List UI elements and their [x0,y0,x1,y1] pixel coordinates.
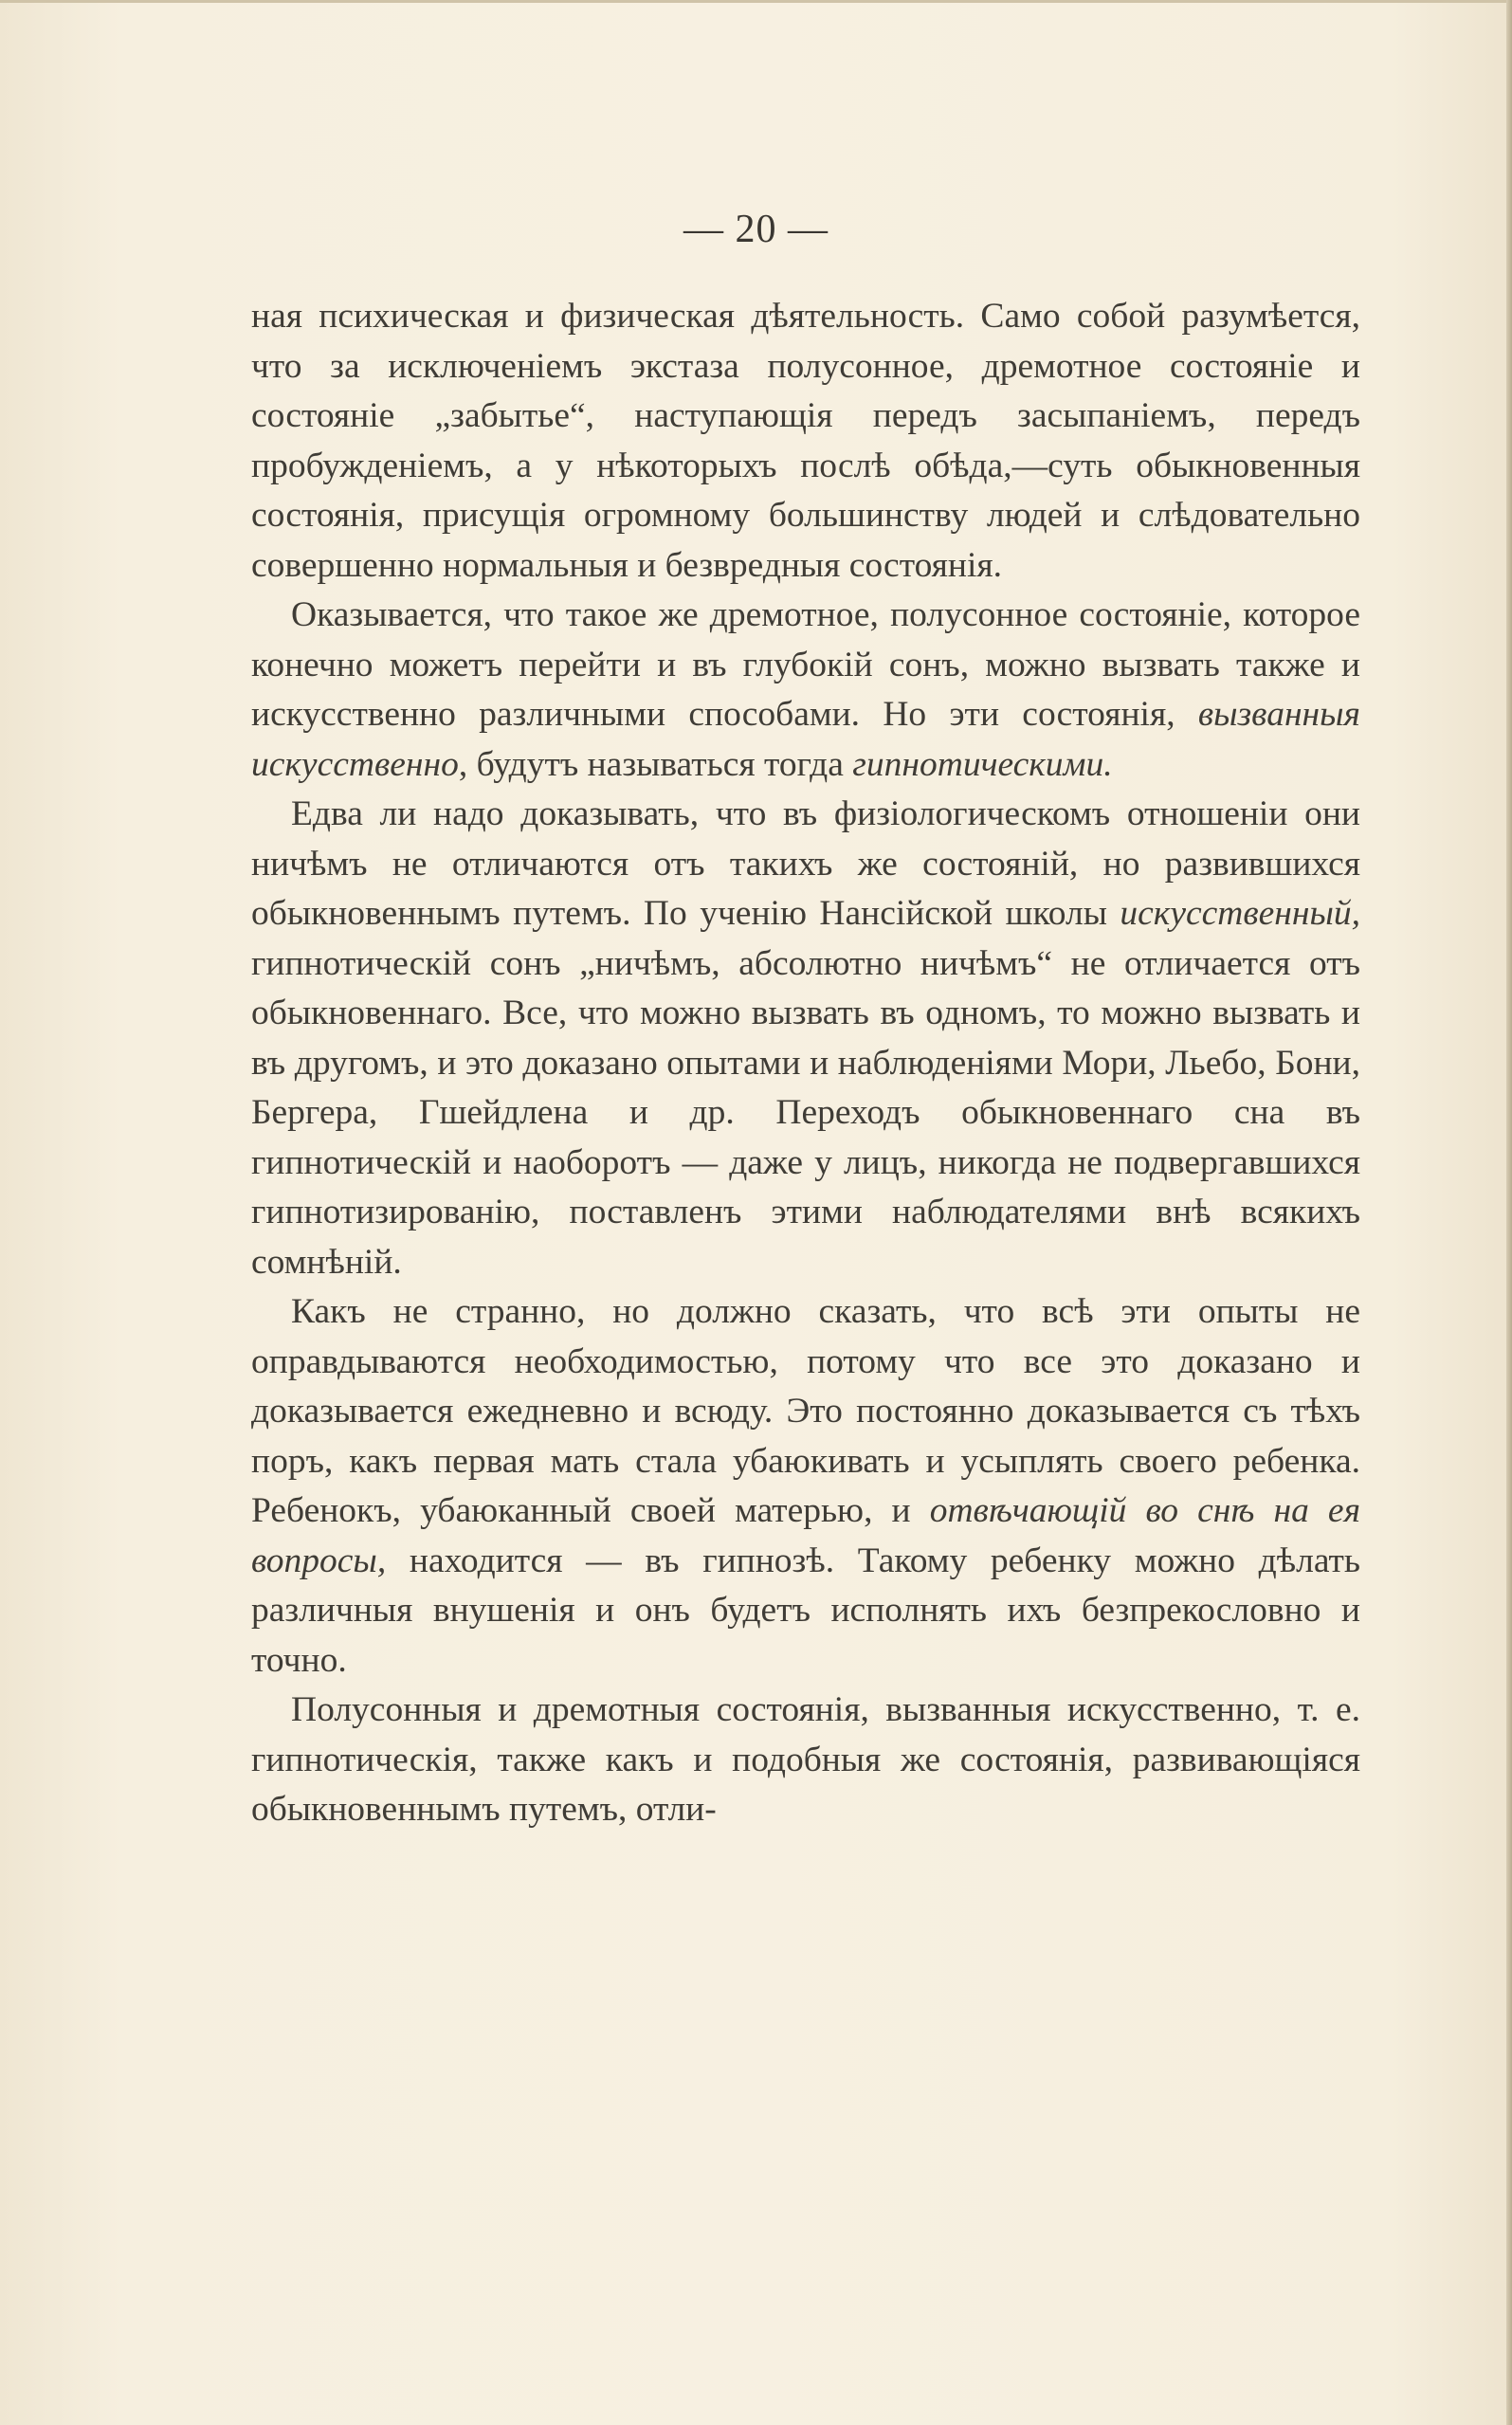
italic-phrase: отвѣчающій во снѣ на ея вопросы, [251,1491,1361,1580]
paragraph-4 [251,1287,1360,1686]
italic-phrase: искусственный, [1120,894,1360,933]
paragraph-text: находится — въ гипнозѣ. Такому ребенку можно дѣлать различныя внушенія и онъ будетъ исполнять ихъ безпрекословно и точно. [251,1541,1360,1680]
paragraph-1 [251,292,1360,591]
italic-phrase: гипнотическими. [852,744,1113,784]
paragraph-text: гипнотическій сонъ „ничѣмъ, абсолютно ничѣмъ“ не отличается отъ обыкновеннаго. Все, что можно вызвать въ одномъ, то можно вызвать и въ другомъ, и это доказано опытами и наблюденіями Мори, Льебо, Бони, Бергера, Гшейдлена и др. Переходъ обыкновеннаго сна въ гипнотическій и наоборотъ — даже у лицъ, никогда не подвергавшихся гипнотизированію, поставленъ этими наблюдателями внѣ всякихъ сомнѣній. [251,943,1360,1282]
paragraph-text: Какъ не странно, но должно сказать, что всѣ эти опыты не оправдываются необходимостью, потому что все это доказано и доказывается ежедневно и всюду. Это постоянно доказывается съ тѣхъ поръ, какъ первая мать стала убаюкивать и усыплять своего ребенка. Ребенокъ, убаюканный своей матерью, и [251,1292,1360,1530]
page-number: — 20 — [683,208,829,251]
paragraph-text: ная психическая и физическая дѣятельность. Само собой разумѣется, что за исключеніемъ экстаза полусонное, дремотное состояніе и состояніе „забытье“, наступающія передъ засыпаніемъ, передъ пробужденіемъ, а у нѣкоторыхъ послѣ обѣда,—суть обыкновенныя состоянія, присущія огромному большинству людей и слѣдовательно совершенно нормальныя и безвредныя состоянія. [251,297,1360,585]
italic-phrase: вызванныя искусственно [251,695,1360,784]
body-text [251,292,1360,1835]
paragraph-2 [251,591,1360,790]
paragraph-text: Оказывается, что такое же дремотное, полусонное состояніе, которое конечно можетъ перейти и въ глубокій сонъ, можно вызвать также и искусственно различными способами. Но эти состоянія, [251,595,1360,734]
paragraph-text: Едва ли надо доказывать, что въ физіологическомъ отношеніи они ничѣмъ не отличаются отъ такихъ же состояній, но развившихся обыкновеннымъ путемъ. По ученію Нансійской школы [251,794,1360,933]
paragraph-text: , будутъ называться тогда [458,744,853,784]
page-right-edge [1506,0,1512,2425]
paragraph-3 [251,790,1360,1287]
paragraph-text: Полусонныя и дремотныя состоянія, вызванныя искусственно, т. е. гипнотическія, также какъ и подобныя же состоянія, развивающіяся обыкновеннымъ путемъ, отли- [251,1690,1360,1829]
paragraph-5 [251,1686,1360,1835]
page-top-edge [0,0,1512,3]
